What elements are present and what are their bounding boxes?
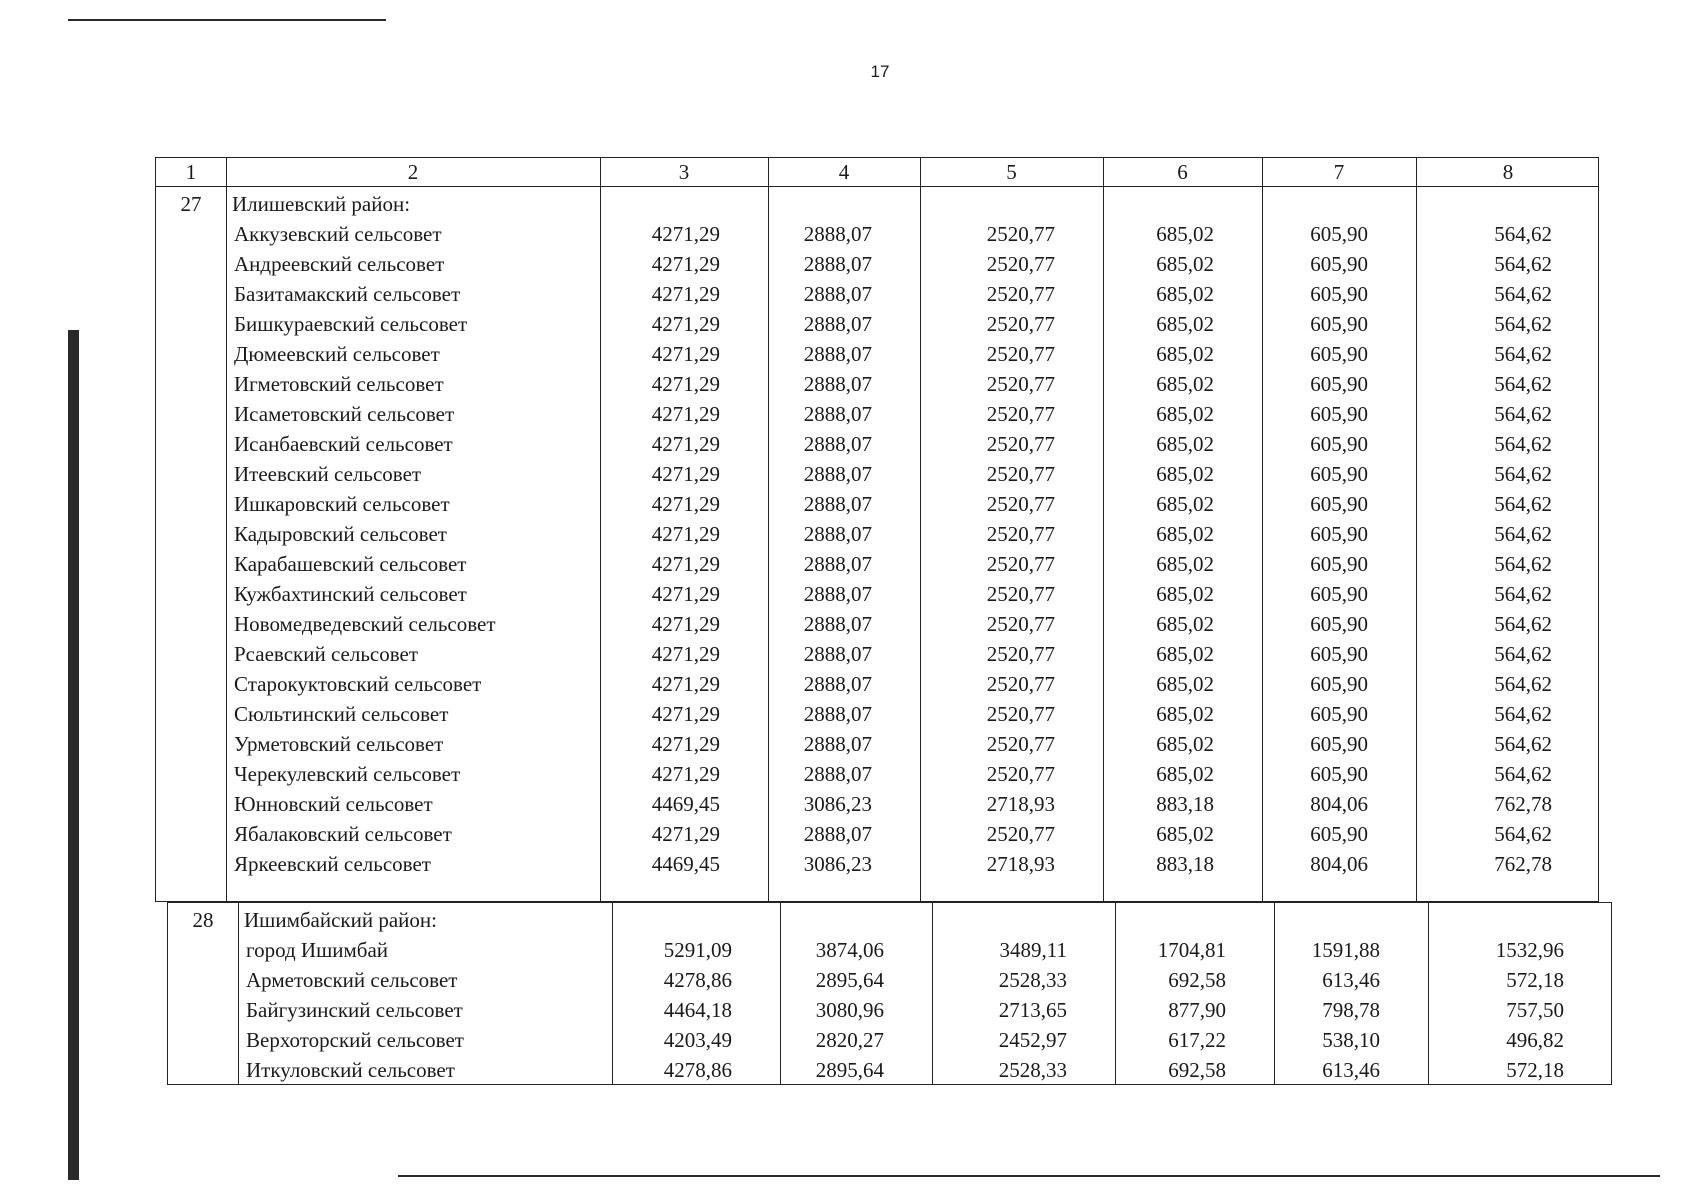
value-col-8: 762,78 <box>1494 792 1552 816</box>
value-col-4: 2888,07 <box>803 702 872 726</box>
value-col-4: 2888,07 <box>803 672 872 696</box>
page-number: 17 <box>870 62 890 81</box>
value-col-7: 605,90 <box>1310 822 1368 846</box>
value-col-6: 1704,81 <box>1157 938 1226 962</box>
value-col-7: 798,78 <box>1322 998 1380 1022</box>
column-header: 8 <box>1502 160 1514 184</box>
value-col-3: 4271,29 <box>651 822 720 846</box>
value-col-4: 2888,07 <box>803 612 872 636</box>
value-col-6: 685,02 <box>1156 372 1214 396</box>
settlement-name: Кадыровский сельсовет <box>234 522 447 546</box>
value-col-5: 2520,77 <box>986 552 1055 576</box>
settlement-name: Кужбахтинский сельсовет <box>234 582 467 606</box>
value-col-5: 2520,77 <box>986 312 1055 336</box>
value-col-5: 3489,11 <box>999 938 1067 962</box>
value-col-8: 564,62 <box>1494 522 1552 546</box>
value-col-7: 804,06 <box>1310 852 1368 876</box>
value-col-5: 2528,33 <box>998 968 1067 992</box>
column-divider <box>226 187 227 901</box>
settlement-name: Карабашевский сельсовет <box>234 552 467 576</box>
value-col-6: 883,18 <box>1156 852 1214 876</box>
settlement-name: Игметовский сельсовет <box>234 372 444 396</box>
value-col-6: 685,02 <box>1156 732 1214 756</box>
value-col-8: 564,62 <box>1494 282 1552 306</box>
value-col-5: 2520,77 <box>986 672 1055 696</box>
settlement-name: Рсаевский сельсовет <box>234 642 419 666</box>
settlement-name: Ишкаровский сельсовет <box>234 492 450 516</box>
value-col-7: 605,90 <box>1310 342 1368 366</box>
value-col-3: 4271,29 <box>651 432 720 456</box>
value-col-7: 613,46 <box>1322 968 1380 992</box>
settlement-name: Бишкураевский сельсовет <box>234 312 468 336</box>
value-col-8: 564,62 <box>1494 312 1552 336</box>
settlement-name: Новомедведевский сельсовет <box>234 612 496 636</box>
value-col-5: 2520,77 <box>986 762 1055 786</box>
settlement-name: Исаметовский сельсовет <box>234 402 455 426</box>
value-col-6: 685,02 <box>1156 762 1214 786</box>
value-col-4: 2895,64 <box>815 968 884 992</box>
value-col-6: 617,22 <box>1168 1028 1226 1052</box>
value-col-5: 2520,77 <box>986 222 1055 246</box>
settlement-name: Иткуловский сельсовет <box>246 1058 455 1082</box>
value-col-4: 2888,07 <box>803 492 872 516</box>
table-header <box>155 157 1599 187</box>
value-col-3: 4469,45 <box>651 792 720 816</box>
value-col-4: 2820,27 <box>815 1028 884 1052</box>
value-col-4: 2888,07 <box>803 282 872 306</box>
value-col-4: 2888,07 <box>803 312 872 336</box>
scan-border-top <box>68 19 386 21</box>
value-col-6: 692,58 <box>1168 968 1226 992</box>
scan-edge-left <box>68 330 79 1180</box>
column-header: 5 <box>1006 160 1017 184</box>
value-col-6: 685,02 <box>1156 522 1214 546</box>
value-col-7: 605,90 <box>1310 252 1368 276</box>
settlement-name: Базитамакский сельсовет <box>234 282 461 306</box>
value-col-4: 2888,07 <box>803 252 872 276</box>
column-header: 3 <box>678 160 690 184</box>
value-col-7: 605,90 <box>1310 312 1368 336</box>
value-col-4: 3874,06 <box>815 938 884 962</box>
value-col-7: 1591,88 <box>1311 938 1380 962</box>
value-col-7: 605,90 <box>1310 492 1368 516</box>
value-col-3: 4271,29 <box>651 762 720 786</box>
value-col-3: 4271,29 <box>651 372 720 396</box>
value-col-5: 2713,65 <box>998 998 1067 1022</box>
value-col-8: 564,62 <box>1494 702 1552 726</box>
value-col-8: 564,62 <box>1494 462 1552 486</box>
value-col-5: 2520,77 <box>986 402 1055 426</box>
value-col-6: 685,02 <box>1156 282 1214 306</box>
value-col-6: 883,18 <box>1156 792 1214 816</box>
column-header: 2 <box>407 160 419 184</box>
value-col-6: 877,90 <box>1168 998 1226 1022</box>
value-col-4: 2888,07 <box>803 372 872 396</box>
settlement-name: Байгузинский сельсовет <box>246 998 463 1022</box>
value-col-5: 2520,77 <box>986 462 1055 486</box>
value-col-6: 685,02 <box>1156 642 1214 666</box>
value-col-7: 605,90 <box>1310 732 1368 756</box>
value-col-8: 564,62 <box>1494 402 1552 426</box>
value-col-3: 4271,29 <box>651 222 720 246</box>
value-col-8: 564,62 <box>1494 642 1552 666</box>
value-col-6: 685,02 <box>1156 822 1214 846</box>
value-col-5: 2520,77 <box>986 522 1055 546</box>
value-col-7: 605,90 <box>1310 462 1368 486</box>
value-col-3: 4271,29 <box>651 732 720 756</box>
value-col-7: 605,90 <box>1310 402 1368 426</box>
value-col-3: 4271,29 <box>651 462 720 486</box>
value-col-8: 564,62 <box>1494 822 1552 846</box>
settlement-name: Исанбаевский сельсовет <box>234 432 453 456</box>
value-col-3: 4271,29 <box>651 312 720 336</box>
value-col-5: 2520,77 <box>986 702 1055 726</box>
value-col-3: 4271,29 <box>651 252 720 276</box>
value-col-5: 2718,93 <box>986 852 1055 876</box>
value-col-8: 572,18 <box>1506 1058 1564 1082</box>
value-col-8: 564,62 <box>1494 612 1552 636</box>
value-col-8: 564,62 <box>1494 672 1552 696</box>
value-col-7: 605,90 <box>1310 642 1368 666</box>
value-col-6: 685,02 <box>1156 582 1214 606</box>
value-col-7: 613,46 <box>1322 1058 1380 1082</box>
value-col-8: 757,50 <box>1506 998 1564 1022</box>
value-col-4: 2888,07 <box>803 462 872 486</box>
value-col-3: 4278,86 <box>663 968 732 992</box>
district-title: Ишимбайский район: <box>244 908 437 932</box>
value-col-3: 4464,18 <box>663 998 732 1022</box>
value-col-4: 2888,07 <box>803 522 872 546</box>
value-col-5: 2520,77 <box>986 282 1055 306</box>
value-col-8: 496,82 <box>1506 1028 1564 1052</box>
column-header: 1 <box>185 160 197 184</box>
value-col-7: 605,90 <box>1310 372 1368 396</box>
value-col-7: 605,90 <box>1310 702 1368 726</box>
value-col-4: 2888,07 <box>803 732 872 756</box>
value-col-3: 4278,86 <box>663 1058 732 1082</box>
value-col-8: 572,18 <box>1506 968 1564 992</box>
settlement-name: город Ишимбай <box>246 938 389 962</box>
settlement-name: Юнновский сельсовет <box>234 792 433 816</box>
settlement-name: Яркеевский сельсовет <box>234 852 431 876</box>
value-col-7: 804,06 <box>1310 792 1368 816</box>
value-col-8: 564,62 <box>1494 732 1552 756</box>
value-col-7: 605,90 <box>1310 612 1368 636</box>
settlement-name: Урметовский сельсовет <box>234 732 444 756</box>
value-col-5: 2520,77 <box>986 252 1055 276</box>
settlement-name: Старокуктовский сельсовет <box>234 672 482 696</box>
value-col-4: 2888,07 <box>803 552 872 576</box>
value-col-4: 2888,07 <box>803 582 872 606</box>
value-col-6: 685,02 <box>1156 342 1214 366</box>
value-col-5: 2718,93 <box>986 792 1055 816</box>
value-col-8: 564,62 <box>1494 492 1552 516</box>
value-col-4: 3080,96 <box>815 998 884 1022</box>
value-col-5: 2520,77 <box>986 432 1055 456</box>
value-col-5: 2520,77 <box>986 642 1055 666</box>
value-col-5: 2520,77 <box>986 612 1055 636</box>
settlement-name: Итеевский сельсовет <box>234 462 422 486</box>
value-col-7: 538,10 <box>1322 1028 1380 1052</box>
value-col-5: 2528,33 <box>998 1058 1067 1082</box>
block-number: 28 <box>192 908 214 932</box>
value-col-5: 2520,77 <box>986 822 1055 846</box>
value-col-5: 2520,77 <box>986 372 1055 396</box>
value-col-6: 685,02 <box>1156 252 1214 276</box>
value-col-8: 564,62 <box>1494 252 1552 276</box>
value-col-7: 605,90 <box>1310 582 1368 606</box>
value-col-3: 4271,29 <box>651 342 720 366</box>
value-col-8: 762,78 <box>1494 852 1552 876</box>
column-divider <box>238 903 239 1084</box>
settlement-name: Ябалаковский сельсовет <box>234 822 452 846</box>
value-col-4: 2888,07 <box>803 402 872 426</box>
value-col-8: 564,62 <box>1494 552 1552 576</box>
table-block-27 <box>155 186 1599 902</box>
value-col-6: 685,02 <box>1156 312 1214 336</box>
settlement-name: Андреевский сельсовет <box>234 252 445 276</box>
value-col-6: 685,02 <box>1156 672 1214 696</box>
value-col-8: 564,62 <box>1494 342 1552 366</box>
value-col-5: 2520,77 <box>986 492 1055 516</box>
value-col-6: 685,02 <box>1156 492 1214 516</box>
value-col-4: 2888,07 <box>803 342 872 366</box>
value-col-3: 5291,09 <box>663 938 732 962</box>
value-col-8: 564,62 <box>1494 762 1552 786</box>
settlement-name: Арметовский сельсовет <box>246 968 458 992</box>
settlement-name: Черекулевский сельсовет <box>234 762 461 786</box>
value-col-6: 685,02 <box>1156 462 1214 486</box>
value-col-7: 605,90 <box>1310 222 1368 246</box>
value-col-5: 2520,77 <box>986 342 1055 366</box>
column-header: 7 <box>1333 160 1345 184</box>
value-col-3: 4271,29 <box>651 642 720 666</box>
value-col-3: 4271,29 <box>651 402 720 426</box>
value-col-6: 685,02 <box>1156 432 1214 456</box>
value-col-4: 2895,64 <box>815 1058 884 1082</box>
table-block-28 <box>167 902 1612 1085</box>
value-col-6: 685,02 <box>1156 552 1214 576</box>
value-col-4: 2888,07 <box>803 642 872 666</box>
value-col-7: 605,90 <box>1310 552 1368 576</box>
settlement-name: Аккузевский сельсовет <box>234 222 442 246</box>
value-col-7: 605,90 <box>1310 672 1368 696</box>
value-col-7: 605,90 <box>1310 432 1368 456</box>
value-col-3: 4271,29 <box>651 282 720 306</box>
value-col-6: 685,02 <box>1156 402 1214 426</box>
value-col-6: 685,02 <box>1156 612 1214 636</box>
value-col-8: 564,62 <box>1494 222 1552 246</box>
value-col-4: 3086,23 <box>803 852 872 876</box>
value-col-3: 4271,29 <box>651 672 720 696</box>
value-col-3: 4271,29 <box>651 702 720 726</box>
value-col-5: 2520,77 <box>986 732 1055 756</box>
column-header: 6 <box>1177 160 1188 184</box>
value-col-3: 4271,29 <box>651 612 720 636</box>
value-col-6: 685,02 <box>1156 702 1214 726</box>
value-col-3: 4271,29 <box>651 552 720 576</box>
settlement-name: Верхоторский сельсовет <box>246 1028 464 1052</box>
value-col-4: 2888,07 <box>803 432 872 456</box>
value-col-3: 4271,29 <box>651 492 720 516</box>
value-col-8: 564,62 <box>1494 582 1552 606</box>
column-header: 4 <box>838 160 850 184</box>
value-col-7: 605,90 <box>1310 522 1368 546</box>
value-col-5: 2520,77 <box>986 582 1055 606</box>
settlement-name: Сюльтинский сельсовет <box>234 702 449 726</box>
value-col-3: 4271,29 <box>651 582 720 606</box>
value-col-7: 605,90 <box>1310 762 1368 786</box>
value-col-8: 564,62 <box>1494 372 1552 396</box>
value-col-6: 692,58 <box>1168 1058 1226 1082</box>
settlement-name: Дюмеевский сельсовет <box>234 342 440 366</box>
value-col-8: 564,62 <box>1494 432 1552 456</box>
value-col-4: 2888,07 <box>803 822 872 846</box>
value-col-4: 2888,07 <box>803 762 872 786</box>
value-col-3: 4203,49 <box>663 1028 732 1052</box>
value-col-3: 4271,29 <box>651 522 720 546</box>
value-col-4: 3086,23 <box>803 792 872 816</box>
scan-border-bottom <box>398 1175 1660 1177</box>
district-title: Илишевский район: <box>232 192 411 216</box>
value-col-5: 2452,97 <box>998 1028 1067 1052</box>
value-col-4: 2888,07 <box>803 222 872 246</box>
value-col-6: 685,02 <box>1156 222 1214 246</box>
value-col-7: 605,90 <box>1310 282 1368 306</box>
value-col-8: 1532,96 <box>1495 938 1564 962</box>
value-col-3: 4469,45 <box>651 852 720 876</box>
block-number: 27 <box>180 192 202 216</box>
